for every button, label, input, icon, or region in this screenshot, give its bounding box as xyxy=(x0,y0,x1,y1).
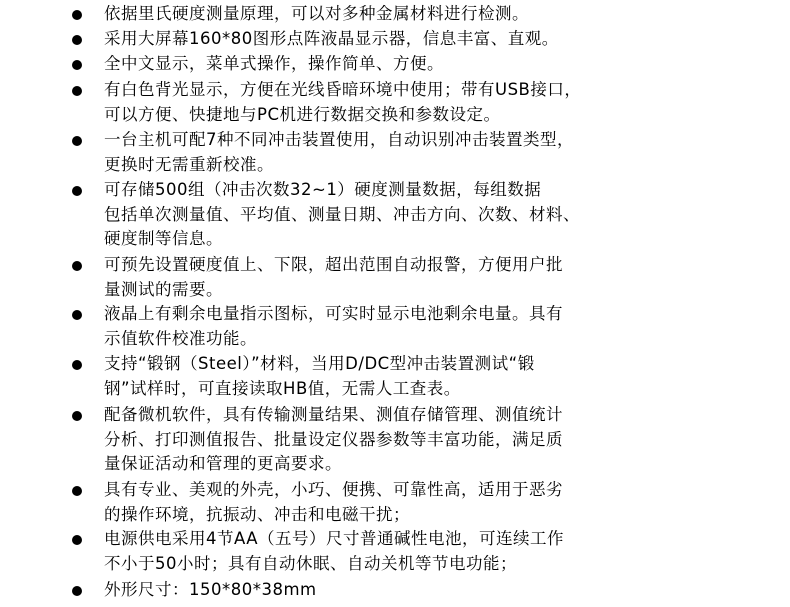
feature-line: 分析、打印测值报告、批量设定仪器参数等丰富功能，满足质 xyxy=(104,429,563,449)
feature-line: 钢”试样时，可直接读取HB值，无需人工查表。 xyxy=(104,378,461,398)
feature-line: 量保证活动和管理的更高要求。 xyxy=(104,454,342,473)
bullet-icon xyxy=(72,136,82,146)
bullet-icon xyxy=(72,310,82,320)
bullet-icon xyxy=(72,360,82,370)
feature-line: 采用大屏幕160*80图形点阵液晶显示器，信息丰富、直观。 xyxy=(104,29,559,48)
feature-line: 示值软件校准功能。 xyxy=(104,328,257,348)
feature-line: 全中文显示，菜单式操作，操作简单、方便。 xyxy=(104,54,444,73)
feature-line: 更换时无需重新校准。 xyxy=(104,154,274,174)
bullet-icon xyxy=(72,60,82,70)
feature-line: 不小于50小时；具有自动休眠、自动关机等节电功能； xyxy=(104,553,517,573)
feature-line: 可以方便、快捷地与PC机进行数据交换和参数设定。 xyxy=(104,104,501,124)
feature-line: 配备微机软件，具有传输测量结果、测值存储管理、测值统计 xyxy=(104,405,563,424)
feature-line: 一台主机可配7种不同冲击装置使用，自动识别冲击装置类型， xyxy=(104,130,574,149)
feature-line: 硬度制等信息。 xyxy=(104,229,223,248)
bullet-icon xyxy=(72,261,82,271)
feature-line: 量测试的需要。 xyxy=(104,279,223,299)
bullet-icon xyxy=(72,86,82,96)
feature-line: 可存储500组（冲击次数32~1）硬度测量数据，每组数据 xyxy=(104,180,542,199)
bullet-icon xyxy=(72,35,82,45)
feature-line: 液晶上有剩余电量指示图标，可实时显示电池剩余电量。具有 xyxy=(104,304,563,323)
bullet-icon xyxy=(72,486,82,496)
bullet-icon xyxy=(72,10,82,20)
feature-line: 依据里氏硬度测量原理，可以对多种金属材料进行检测。 xyxy=(104,4,529,23)
bullet-icon xyxy=(72,586,82,596)
feature-line: 有白色背光显示，方便在光线昏暗环境中使用；带有USB接口， xyxy=(104,80,582,99)
bullet-icon xyxy=(72,411,82,421)
bullet-icon xyxy=(72,535,82,545)
feature-line: 包括单次测量值、平均值、测量日期、冲击方向、次数、材料、 xyxy=(104,204,580,224)
feature-line: 具有专业、美观的外壳，小巧、便携、可靠性高，适用于恶劣 xyxy=(104,480,563,499)
feature-line: 外形尺寸：150*80*38mm xyxy=(104,580,317,599)
feature-line: 可预先设置硬度值上、下限，超出范围自动报警，方便用户批 xyxy=(104,255,563,274)
feature-line: 的操作环境，抗振动、冲击和电磁干扰； xyxy=(104,504,410,524)
feature-line: 支持“锻钢（Steel）”材料，当用D/DC型冲击装置测试“锻 xyxy=(104,354,535,373)
feature-line: 电源供电采用4节AA（五号）尺寸普通碱性电池，可连续工作 xyxy=(104,529,565,548)
bullet-icon xyxy=(72,186,82,196)
